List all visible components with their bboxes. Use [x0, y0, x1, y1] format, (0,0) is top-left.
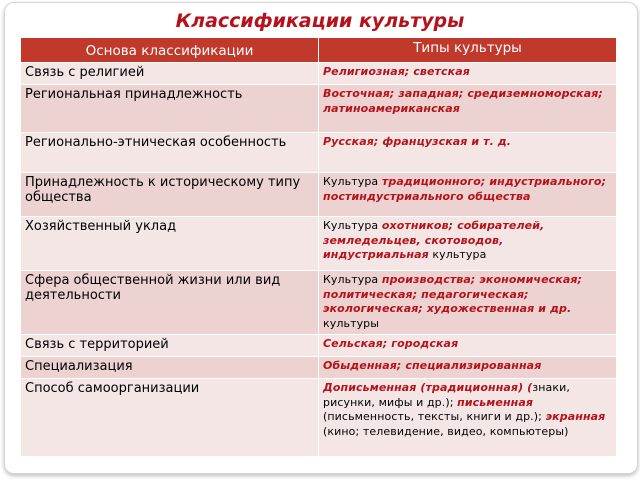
culture-type-text: культуры — [323, 316, 380, 330]
culture-types-cell — [319, 85, 617, 133]
culture-type-text: знаки, рисунки, мифы и др.); — [323, 381, 570, 409]
culture-type-text: (кино; телевидение, видео, компьютеры) — [323, 424, 569, 438]
culture-types-cell — [319, 173, 617, 217]
classification-basis-cell: Хозяйственный уклад — [21, 217, 319, 271]
culture-type-text: Культура — [323, 175, 382, 188]
culture-types-cell — [319, 271, 617, 335]
culture-type-text: Обыденная; специализированная — [323, 359, 542, 372]
culture-type-text: Сельская; городская — [323, 337, 459, 350]
culture-type-text: Восточная; западная; средиземноморская; латиноамериканская — [323, 87, 603, 115]
culture-type-text: (письменность, тексты, книги и др.); — [323, 410, 546, 423]
classification-basis-cell: Способ самоорганизации — [21, 379, 319, 457]
culture-types-cell — [319, 335, 617, 357]
table-row — [21, 63, 617, 85]
table-row — [21, 217, 617, 271]
culture-type-text: Культура — [323, 219, 382, 232]
classification-basis-cell: Регионально-этническая особенность — [21, 133, 319, 173]
table-row — [21, 133, 617, 173]
header-basis: Основа классификации — [21, 38, 319, 63]
culture-types-cell — [319, 357, 617, 379]
table-body — [21, 63, 617, 457]
table-row — [21, 357, 617, 379]
table-row — [21, 335, 617, 357]
classification-table — [20, 37, 617, 457]
culture-type-text: письменная — [457, 395, 534, 409]
culture-type-text: Русская; французская и т. д. — [323, 135, 512, 148]
culture-type-text: Религиозная; светская — [323, 65, 470, 78]
culture-type-text: экранная — [545, 410, 606, 423]
table-row — [21, 271, 617, 335]
classification-basis-cell: Принадлежность к историческому типу общества — [21, 173, 319, 217]
table-header-row — [21, 38, 617, 63]
table-row — [21, 85, 617, 133]
culture-type-text: Дописьменная (традиционная) ( — [323, 381, 533, 394]
culture-types-cell — [319, 63, 617, 85]
culture-types-cell — [319, 217, 617, 271]
culture-types-cell — [319, 379, 617, 457]
culture-type-text: культура — [428, 248, 487, 261]
header-types: Типы культуры — [319, 38, 617, 63]
culture-type-text: производства; экономическая; политическая; педагогическая; экологическая; художественная и др. — [323, 273, 582, 315]
slide-title: Классификации культуры — [175, 10, 465, 32]
culture-types-cell — [319, 133, 617, 173]
culture-type-text: традиционного; индустриального; постиндустриального общества — [323, 175, 607, 203]
classification-basis-cell: Специализация — [21, 357, 319, 379]
classification-basis-cell: Сфера общественной жизни или вид деятельности — [21, 271, 319, 335]
table-row — [21, 173, 617, 217]
classification-basis-cell: Связь с религией — [21, 63, 319, 85]
table-row — [21, 379, 617, 457]
culture-type-text: охотников; собирателей, земледельцев, скотоводов, индустриальная — [323, 219, 545, 261]
culture-type-text: Культура — [323, 273, 382, 286]
classification-basis-cell: Связь с территорией — [21, 335, 319, 357]
classification-basis-cell: Региональная принадлежность — [21, 85, 319, 133]
